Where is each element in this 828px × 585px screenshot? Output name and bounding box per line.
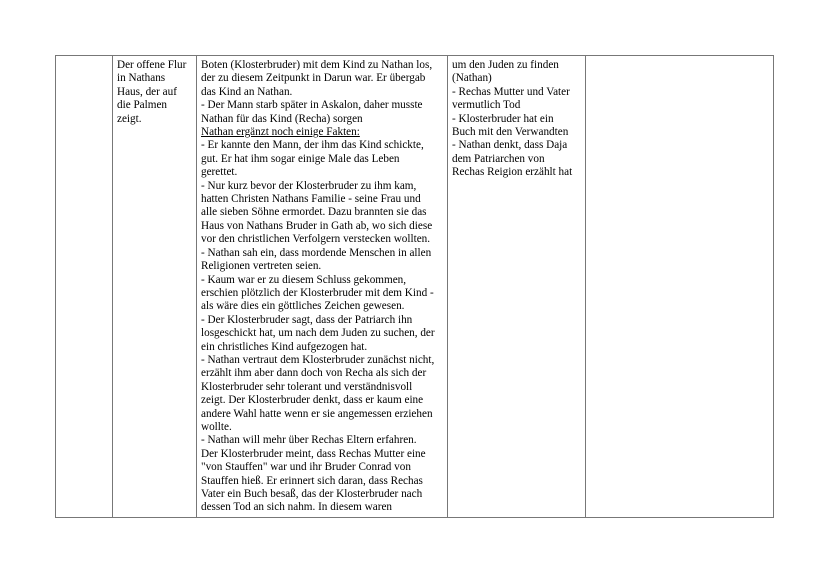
text-line: ein christliches Kind aufgezogen hat. bbox=[201, 340, 368, 353]
text-line: - Kaum war er zu diesem Schluss gekommen, bbox=[201, 273, 407, 286]
table-cell-empty-right bbox=[586, 56, 774, 518]
text-line: dem Patriarchen von bbox=[452, 152, 545, 165]
text-line: Religionen vertreten seien. bbox=[201, 260, 322, 273]
text-line: - Nur kurz bevor der Klosterbruder zu ihm kam, bbox=[201, 179, 417, 192]
text-line: Nathan für das Kind (Recha) sorgen bbox=[201, 112, 363, 125]
text-line: - Der Klosterbruder sagt, dass der Patriarch ihn bbox=[201, 313, 413, 326]
text-line: - Nathan sah ein, dass mordende Menschen in allen bbox=[201, 246, 432, 259]
text-line: gut. Er hat ihm sogar einige Male das Leben bbox=[201, 152, 400, 165]
text-line: erschien plötzlich der Klosterbruder mit dem Kind - bbox=[201, 286, 434, 299]
text-line: Vater ein Buch besaß, das der Klosterbruder nach bbox=[201, 488, 423, 500]
text-line: die Palmen bbox=[117, 99, 168, 112]
text-line: - Nathan will mehr über Rechas Eltern erfahren. bbox=[201, 434, 417, 447]
text-line: - Er kannte den Mann, der ihm das Kind schickte, bbox=[201, 139, 424, 152]
text-line: Rechas Reigion erzählt hat bbox=[452, 166, 573, 179]
text-line: - Der Mann starb später in Askalon, daher musste bbox=[201, 99, 423, 112]
table-cell-scene-location bbox=[113, 56, 197, 518]
table-cell-empty-left bbox=[56, 56, 113, 518]
text-line: das Kind an Nathan. bbox=[201, 85, 293, 98]
text-line: dessen Tod an sich nahm. In diesem waren bbox=[201, 501, 393, 514]
text-line: hatten Christen Nathans Familie - seine Frau und bbox=[201, 193, 421, 206]
text-line: in Nathans bbox=[117, 72, 166, 85]
table-cell-content-summary bbox=[197, 56, 448, 518]
table-row bbox=[56, 56, 774, 518]
text-line: gerettet. bbox=[201, 166, 238, 179]
text-line: Boten (Klosterbruder) mit dem Kind zu Nathan los, bbox=[201, 59, 433, 71]
text-line: - Rechas Mutter und Vater bbox=[452, 85, 570, 98]
text-line: "von Stauffen" war und ihr Bruder Conrad von bbox=[201, 461, 411, 474]
text-line: zeigt. Der Klosterbruder denkt, dass er kaum eine bbox=[201, 394, 424, 407]
text-line: - Nathan denkt, dass Daja bbox=[452, 139, 568, 152]
table-cell-key-points bbox=[448, 56, 586, 518]
text-line: vermutlich Tod bbox=[452, 99, 521, 112]
text-line: andere Wahl hatte wenn er sie angemessen erziehen bbox=[201, 407, 433, 420]
text-line: vor den christlichen Verfolgern verstecken wollten. bbox=[201, 233, 431, 246]
text-line: Der Klosterbruder meint, dass Rechas Mutter eine bbox=[201, 447, 426, 460]
text-line: (Nathan) bbox=[452, 72, 492, 85]
text-line: um den Juden zu finden bbox=[452, 59, 559, 71]
text-line: wollte. bbox=[201, 420, 232, 433]
text-line: erzählt ihm aber dann doch von Recha als sich der bbox=[201, 367, 427, 380]
text-line: losgeschickt hat, um nach dem Juden zu suchen, der bbox=[201, 327, 435, 340]
text-line: als wäre dies ein göttliches Zeichen gewesen. bbox=[201, 300, 405, 313]
text-line: Stauffen hieß. Er erinnert sich daran, dass Rechas bbox=[201, 474, 423, 487]
text-line: Haus von Nathans Bruder in Gath ab, wo sich diese bbox=[201, 219, 433, 232]
text-line: - Nathan vertraut dem Klosterbruder zunächst nicht, bbox=[201, 353, 435, 366]
text-line: zeigt. bbox=[117, 112, 142, 125]
text-line: Der offene Flur bbox=[117, 59, 187, 71]
text-line: alle sieben Söhne ermordet. Dazu brannten sie das bbox=[201, 206, 427, 219]
text-line: Buch mit den Verwandten bbox=[452, 126, 569, 139]
notes-table bbox=[55, 55, 774, 518]
underlined-subheading: Nathan ergänzt noch einige Fakten: bbox=[201, 126, 360, 139]
text-line: der zu diesem Zeitpunkt in Darun war. Er übergab bbox=[201, 72, 426, 85]
text-line: Klosterbruder sehr tolerant und verständnisvoll bbox=[201, 380, 413, 393]
text-line: Haus, der auf bbox=[117, 85, 177, 98]
text-line: - Klosterbruder hat ein bbox=[452, 112, 554, 125]
